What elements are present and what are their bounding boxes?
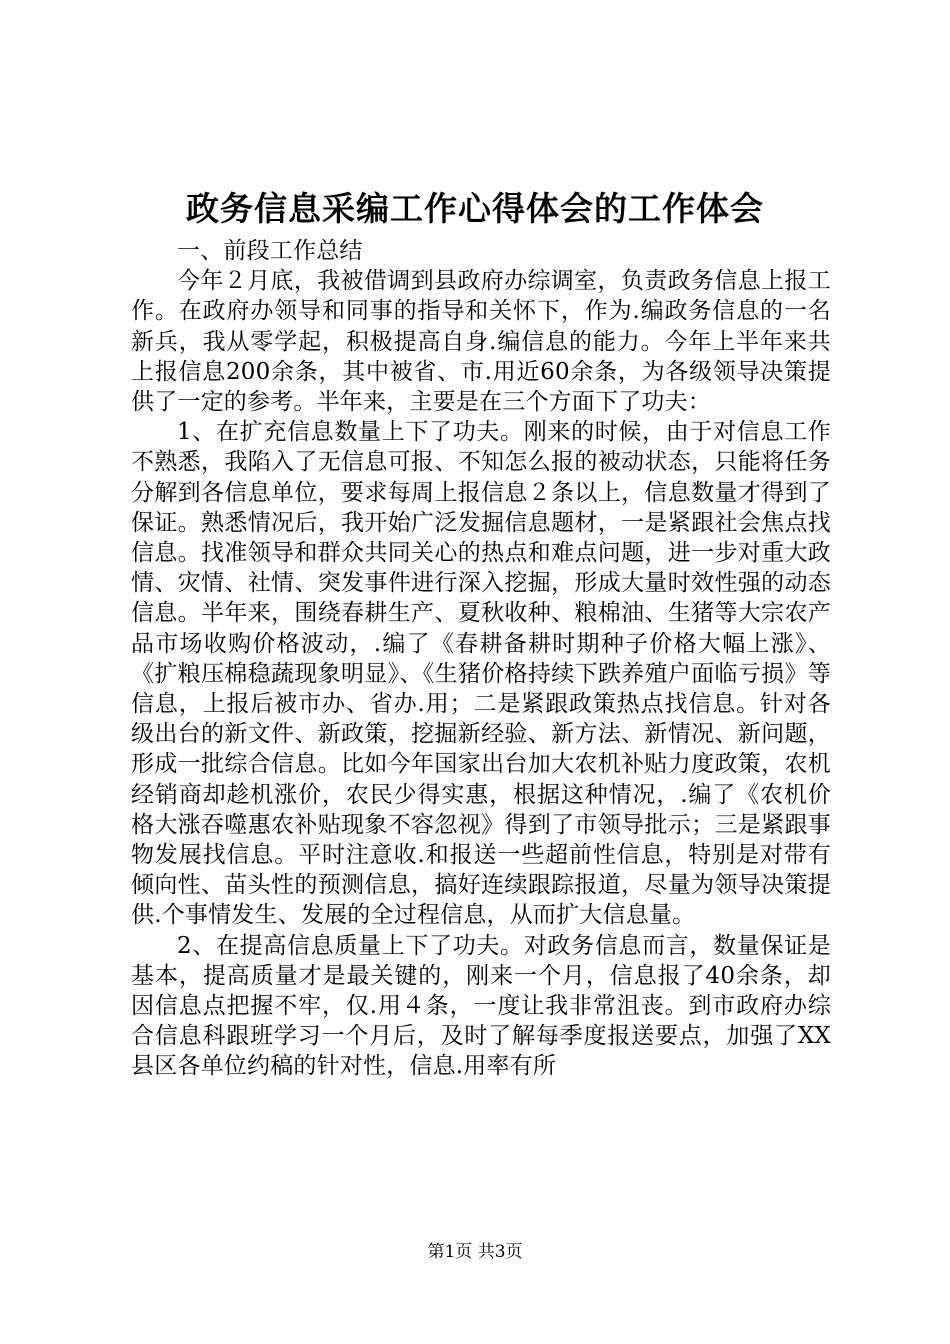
paragraph-quality: 2、在提高信息质量上下了功夫。对政务信息而言，数量保证是基本，提高质量才是最关键的，刚来一个月，信息报了40余条，却因信息点把握不牢，仅.用４条，一度让我非常沮丧。到市政府办综合信息科跟班学习一个月后，及时了解每季度报送要点，加强了XX县区各单位约稿的针对性，信息.用率有所 [131, 932, 831, 1080]
document-title: 政务信息采编工作心得体会的工作体会 [186, 189, 764, 228]
page-number-footer: 第1页 共3页 [427, 1242, 523, 1262]
paragraph-quantity: 1、在扩充信息数量上下了功夫。刚来的时候，由于对信息工作不熟悉，我陷入了无信息可报、不知怎么报的被动状态，只能将任务分解到各信息单位，要求每周上报信息２条以上，信息数量才得到了保证。熟悉情况后，我开始广泛发掘信息题材，一是紧跟社会焦点找信息。找准领导和群众共同关心的热点和难点问题，进一步对重大政情、灾情、社情、突发事件进行深入挖掘，形成大量时效性强的动态信息。半年来，围绕春耕生产、夏秋收种、粮棉油、生猪等大宗农产品市场收购价格波动，.编了《春耕备耕时期种子价格大幅上涨》、《扩粮压棉稳蔬现象明显》、《生猪价格持续下跌养殖户面临亏损》等信息，上报后被市办、省办.用；二是紧跟政策热点找信息。针对各级出台的新文件、新政策，挖掘新经验、新方法、新情况、新问题，形成一批综合信息。比如今年国家出台加大农机补贴力度政策，农机经销商却趁机涨价，农民少得实惠，根据这种情况，.编了《农机价格大涨吞噬惠农补贴现象不容忽视》得到了市领导批示；三是紧跟事物发展找信息。平时注意收.和报送一些超前性信息，特别是对带有倾向性、苗头性的预测信息，搞好连续跟踪报道，尽量为领导决策提供.个事情发生、发展的全过程信息，从而扩大信息量。 [131, 419, 831, 929]
document-body [131, 236, 831, 1082]
paragraph-intro: 今年２月底，我被借调到县政府办综调室，负责政务信息上报工作。在政府办领导和同事的指导和关怀下，作为.编政务信息的一名新兵，我从零学起，积极提高自身.编信息的能力。今年上半年来共上报信息200余条，其中被省、市.用近60余条，为各级领导决策提供了一定的参考。半年来，主要是在三个方面下了功夫： [131, 268, 831, 416]
section-heading: 一、前段工作总结 [177, 238, 363, 264]
